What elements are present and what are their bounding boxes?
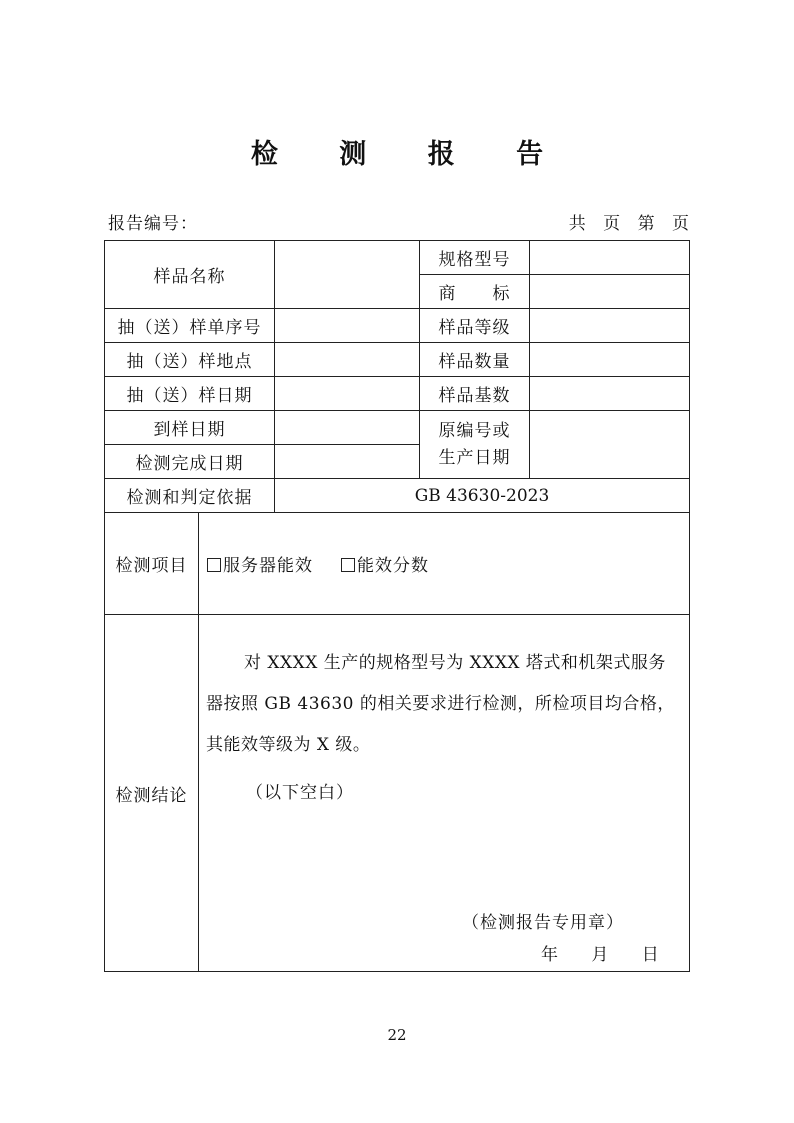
conclusion-text bbox=[206, 643, 688, 766]
original-number-label-line2: 生产日期 bbox=[438, 447, 511, 468]
sampling-serial-label: 抽（送）样单序号 bbox=[104, 308, 275, 343]
sampling-location-label: 抽（送）样地点 bbox=[104, 342, 275, 377]
brand-value[interactable] bbox=[529, 274, 690, 309]
sampling-serial-value[interactable] bbox=[274, 308, 420, 343]
sample-base-label: 样品基数 bbox=[419, 376, 530, 411]
conclusion-label: 检测结论 bbox=[104, 614, 199, 972]
seal-note: （检测报告专用章） bbox=[462, 913, 624, 933]
brand-label: 商 标 bbox=[419, 274, 530, 309]
original-number-label bbox=[419, 410, 530, 479]
original-number-value[interactable] bbox=[529, 410, 690, 479]
sample-grade-label: 样品等级 bbox=[419, 308, 530, 343]
conclusion-line-1: 对 XXXX 生产的规格型号为 XXXX 塔式和机架式服务 bbox=[244, 653, 666, 673]
date-line: 年 月 日 bbox=[541, 945, 659, 965]
sampling-date-value[interactable] bbox=[274, 376, 420, 411]
arrival-date-label: 到样日期 bbox=[104, 410, 275, 445]
page-number: 22 bbox=[387, 1026, 407, 1044]
option-efficiency-score[interactable] bbox=[341, 551, 429, 576]
checkbox-icon[interactable] bbox=[207, 558, 221, 572]
blank-note: （以下空白） bbox=[246, 783, 354, 803]
sample-base-value[interactable] bbox=[529, 376, 690, 411]
report-title: 检 测 报 告 bbox=[250, 139, 570, 170]
checkbox-icon[interactable] bbox=[341, 558, 355, 572]
conclusion-line-3: 其能效等级为 X 级。 bbox=[206, 735, 371, 755]
spec-model-value[interactable] bbox=[529, 240, 690, 275]
sampling-date-label: 抽（送）样日期 bbox=[104, 376, 275, 411]
spec-model-label: 规格型号 bbox=[419, 240, 530, 275]
completion-date-label: 检测完成日期 bbox=[104, 444, 275, 479]
option-efficiency-score-label: 能效分数 bbox=[357, 556, 429, 576]
sample-quantity-value[interactable] bbox=[529, 342, 690, 377]
original-number-label-line1: 原编号或 bbox=[438, 420, 511, 441]
completion-date-value[interactable] bbox=[274, 444, 420, 479]
sample-grade-value[interactable] bbox=[529, 308, 690, 343]
option-server-efficiency[interactable] bbox=[207, 551, 313, 576]
sample-name-value[interactable] bbox=[274, 240, 420, 309]
sample-name-label: 样品名称 bbox=[104, 240, 275, 309]
basis-value: GB 43630-2023 bbox=[274, 478, 690, 513]
option-server-efficiency-label: 服务器能效 bbox=[223, 556, 313, 576]
page-info: 共 页 第 页 bbox=[568, 214, 689, 234]
test-items-cell bbox=[198, 512, 690, 615]
conclusion-line-2: 器按照 GB 43630 的相关要求进行检测，所检项目均合格， bbox=[206, 694, 675, 714]
sampling-location-value[interactable] bbox=[274, 342, 420, 377]
test-items-label: 检测项目 bbox=[104, 512, 199, 615]
sample-quantity-label: 样品数量 bbox=[419, 342, 530, 377]
report-number-label: 报告编号： bbox=[108, 214, 198, 234]
basis-label: 检测和判定依据 bbox=[104, 478, 275, 513]
arrival-date-value[interactable] bbox=[274, 410, 420, 445]
